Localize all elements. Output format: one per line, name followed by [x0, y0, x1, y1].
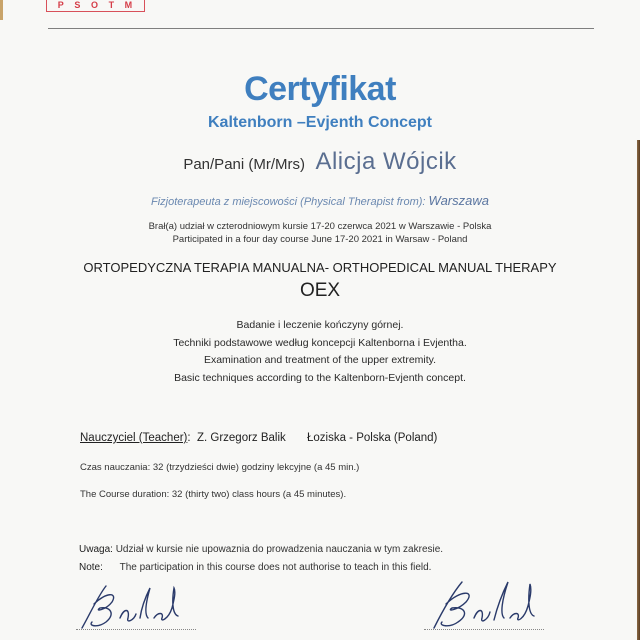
note-pl	[79, 544, 443, 555]
description-line: Badanie i leczenie kończyny górnej.	[236, 319, 404, 331]
note-en-label: Note:	[79, 562, 103, 573]
participation-pl: Brał(a) udział w czterodniowym kursie 17-20 czerwca 2021 w Warszawie - Polska	[148, 221, 492, 232]
note-pl-text: Udział w kursie nie upowaznia do prowadzenia nauczania w tym zakresie.	[115, 544, 444, 555]
profession-label: Fizjoterapeuta z miejscowości (Physical Therapist from):	[151, 196, 426, 208]
description-line: Examination and treatment of the upper extremity.	[203, 354, 437, 366]
participation-text	[0, 220, 640, 246]
course-code: OEX	[299, 280, 341, 301]
frame-edge-left	[0, 0, 3, 20]
signature-line	[424, 629, 544, 630]
recipient-line	[0, 148, 640, 176]
course-hours-pl: Czas nauczania: 32 (trzydzieści dwie) godziny lekcyjne (a 45 min.)	[80, 462, 360, 473]
teacher-label: Nauczyciel (Teacher)	[80, 432, 188, 444]
course-description	[0, 317, 640, 387]
course-title: ORTOPEDYCZNA TERAPIA MANUALNA- ORTHOPEDICAL MANUAL THERAPY	[83, 260, 557, 275]
psotm-logo: P S O T M	[46, 0, 145, 12]
description-line: Basic techniques according to the Kaltenborn-Evjenth concept.	[174, 371, 466, 384]
note-en	[79, 562, 431, 573]
header-divider	[48, 28, 594, 29]
signature-left	[76, 578, 196, 634]
recipient-name: Alicja Wójcik	[315, 148, 457, 175]
teacher-location: Łoziska - Polska (Poland)	[307, 432, 438, 444]
certificate-subtitle: Kaltenborn –Evjenth Concept	[207, 114, 433, 131]
description-line: Techniki podstawowe według koncepcji Kaltenborna i Evjentha.	[173, 336, 467, 349]
signature-icon	[76, 578, 196, 634]
note-pl-label: Uwaga:	[79, 544, 113, 555]
recipient-label: Pan/Pani (Mr/Mrs)	[183, 156, 306, 173]
participation-en: Participated in a four day course June 17-20 2021 in Warsaw - Poland	[172, 234, 468, 245]
profession-city: Warszawa	[428, 193, 489, 208]
certificate-title: Certyfikat	[244, 70, 396, 108]
signature-icon	[424, 578, 544, 634]
profession-line	[0, 193, 640, 208]
course-hours-en: The Course duration: 32 (thirty two) class hours (a 45 minutes).	[80, 489, 347, 500]
header-clipped-text	[168, 0, 448, 3]
note-en-text: The participation in this course does not authorise to teach in this field.	[119, 562, 432, 573]
teacher-line: Nauczyciel (Teacher): Z. Grzegorz Balik Łoziska - Polska (Poland)	[80, 432, 438, 444]
signature-line	[76, 629, 196, 630]
teacher-name: Z. Grzegorz Balik	[196, 432, 286, 444]
signature-right	[424, 578, 544, 634]
